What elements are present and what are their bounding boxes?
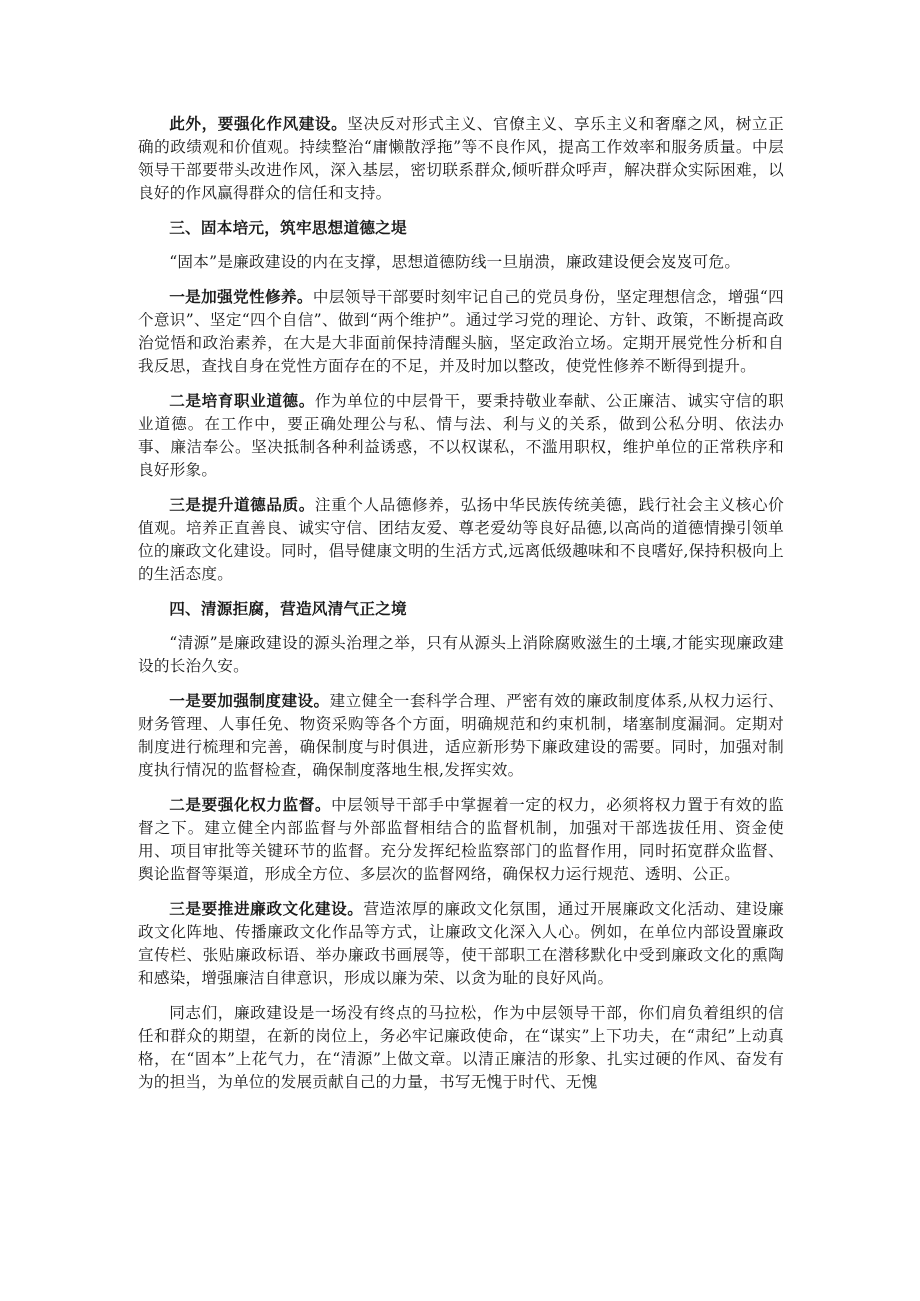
paragraph-lead: 此外，要强化作风建设。 — [169, 114, 348, 133]
paragraph-text: 建立健全一套科学合理、严密有效的廉政制度体系,从权力运行、财务管理、人事任免、物资采购等各个方面，明确规范和约束机制，堵塞制度漏洞。定期对制度进行梳理和完善，确保制度与时俱进，适应新形势下廉政建设的需要。同时，加强对制度执行情况的监督检查，确保制度落地生根,发挥实效。 — [138, 692, 784, 779]
paragraph-work-style — [138, 112, 784, 205]
paragraph-lead: 三是提升道德品质。 — [169, 495, 315, 514]
paragraph-text: 营造浓厚的廉政文化氛围，通过开展廉政文化活动、建设廉政文化阵地、传播廉政文化作品等方式，让廉政文化深入人心。例如，在单位内部设置廉政宣传栏、张贴廉政标语、举办廉政书画展等，使干部职工在潜移默化中受到廉政文化的熏陶和感染，增强廉洁自律意识，形成以廉为荣、以贪为耻的良好风尚。 — [138, 900, 784, 987]
paragraph-lead: 三是要推进廉政文化建设。 — [169, 899, 364, 918]
paragraph-intro-4 — [138, 631, 784, 678]
paragraph-text: 坚决反对形式主义、官僚主义、享乐主义和奢靡之风，树立正确的政绩观和价值观。持续整治“庸懒散浮拖”等不良作风，提高工作效率和服务质量。中层领导干部要带头改进作风，深入基层，密切联系群众,倾听群众呼声，解决群众实际困难，以良好的作风赢得群众的信任和支持。 — [138, 115, 784, 202]
section-heading-3: 三、固本培元，筑牢思想道德之堤 — [169, 218, 407, 237]
document-body — [138, 112, 784, 1105]
section-heading-4: 四、清源拒腐，营造风清气正之境 — [169, 599, 407, 618]
paragraph-text: 同志们，廉政建设是一场没有终点的马拉松，作为中层领导干部，你们肩负着组织的信任和群众的期望，在新的岗位上，务必牢记廉政使命，在“谋实”上下功夫，在“肃纪”上动真格，在“固本”上花气力，在“清源”上做文章。以清正廉洁的形象、扎实过硬的作风、奋发有为的担当，为单位的发展贡献自己的力量，书写无愧于时代、无愧 — [138, 1004, 784, 1091]
paragraph-lead: 二是培育职业道德。 — [169, 391, 315, 410]
paragraph-text: 注重个人品德修养，弘扬中华民族传统美德，践行社会主义核心价值观。培养正直善良、诚实守信、团结友爱、尊老爱幼等良好品德,以高尚的道德情操引领单位的廉政文化建设。同时，倡导健康文明的生活方式,远离低级趣味和不良嗜好,保持积极向上的生活态度。 — [138, 496, 784, 583]
paragraph-system-building — [138, 689, 784, 782]
paragraph-power-supervision — [138, 793, 784, 886]
paragraph-lead: 一是要加强制度建设。 — [169, 691, 330, 710]
paragraph-text: 作为单位的中层骨干，要秉持敬业奉献、公正廉洁、诚实守信的职业道德。在工作中，要正确处理公与私、情与法、利与义的关系，做到公私分明、依法办事、廉洁奉公。坚决抵制各种利益诱惑，不以权谋私，不滥用职权，维护单位的正常秩序和良好形象。 — [138, 392, 784, 479]
paragraph-lead: 一是加强党性修养。 — [169, 287, 313, 306]
paragraph-intro-3 — [138, 250, 784, 274]
paragraph-moral-quality — [138, 493, 784, 586]
paragraph-integrity-culture — [138, 897, 784, 990]
paragraph-closing — [138, 1001, 784, 1094]
paragraph-text: 中层领导干部手中掌握着一定的权力，必须将权力置于有效的监督之下。建立健全内部监督与外部监督相结合的监督机制，加强对干部选拔任用、资金使用、项目审批等关键环节的监督。充分发挥纪检监察部门的监督作用，同时拓宽群众监督、舆论监督等渠道，形成全方位、多层次的监督网络，确保权力运行规范、透明、公正。 — [138, 796, 784, 883]
paragraph-text: 中层领导干部要时刻牢记自己的党员身份，坚定理想信念，增强“四个意识”、坚定“四个自信”、做到“两个维护”。通过学习党的理论、方针、政策，不断提高政治觉悟和政治素养，在大是大非面前保持清醒头脑，坚定政治立场。定期开展党性分析和自我反思，查找自身在党性方面存在的不足，并及时加以整改，使党性修养不断得到提升。 — [138, 288, 784, 375]
paragraph-professional-ethics — [138, 389, 784, 482]
paragraph-party-spirit — [138, 285, 784, 378]
paragraph-text: “固本”是廉政建设的内在支撑，思想道德防线一旦崩溃，廉政建设便会岌岌可危。 — [169, 253, 741, 271]
paragraph-lead: 二是要强化权力监督。 — [169, 795, 332, 814]
paragraph-text: “清源”是廉政建设的源头治理之举，只有从源头上消除腐败滋生的土壤,才能实现廉政建设的长治久安。 — [138, 634, 784, 675]
